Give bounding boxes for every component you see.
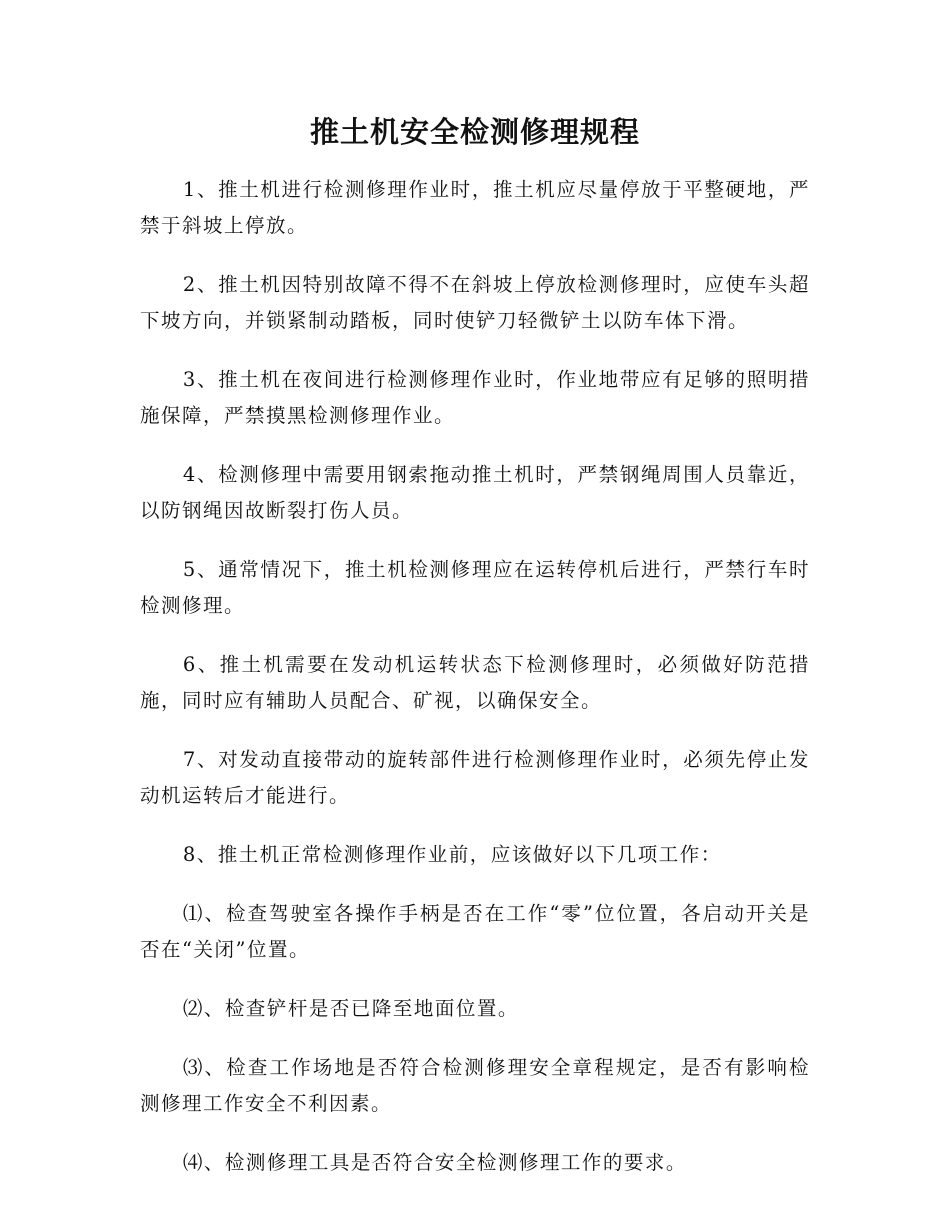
paragraph-1: 1、推土机进行检测修理作业时，推土机应尽量停放于平整硬地，严禁于斜坡上停放。 (140, 178, 810, 237)
document-page (140, 110, 810, 1204)
paragraph-2: 2、推土机因特别故障不得不在斜坡上停放检测修理时，应使车头超下坡方向，并锁紧制动踏板，同时使铲刀轻微铲土以防车体下滑。 (140, 273, 810, 332)
sub-item-1: ⑴、检查驾驶室各操作手柄是否在工作“零”位位置，各启动开关是否在“关闭”位置。 (140, 902, 810, 961)
paragraph-6: 6、推土机需要在发动机运转状态下检测修理时，必须做好防范措施，同时应有辅助人员配合、矿视，以确保安全。 (140, 653, 810, 712)
paragraph-8: 8、推土机正常检测修理作业前，应该做好以下几项工作： (182, 843, 722, 866)
sub-item-4: ⑷、检测修理工具是否符合安全检测修理工作的要求。 (182, 1151, 687, 1174)
sub-item-3: ⑶、检查工作场地是否符合检测修理安全章程规定，是否有影响检测修理工作安全不利因素。 (140, 1056, 810, 1115)
paragraph-4: 4、检测修理中需要用钢索拖动推土机时，严禁钢绳周围人员靠近，以防钢绳因故断裂打伤人员。 (140, 463, 810, 522)
sub-item-2: ⑵、检查铲杆是否已降至地面位置。 (182, 997, 519, 1020)
paragraph-7: 7、对发动直接带动的旋转部件进行检测修理作业时，必须先停止发动机运转后才能进行。 (140, 748, 810, 807)
paragraph-5: 5、通常情况下，推土机检测修理应在运转停机后进行，严禁行车时检测修理。 (140, 558, 810, 617)
document-title: 推土机安全检测修理规程 (309, 115, 640, 149)
paragraph-3: 3、推土机在夜间进行检测修理作业时，作业地带应有足够的照明措施保障，严禁摸黑检测修理作业。 (140, 368, 810, 427)
